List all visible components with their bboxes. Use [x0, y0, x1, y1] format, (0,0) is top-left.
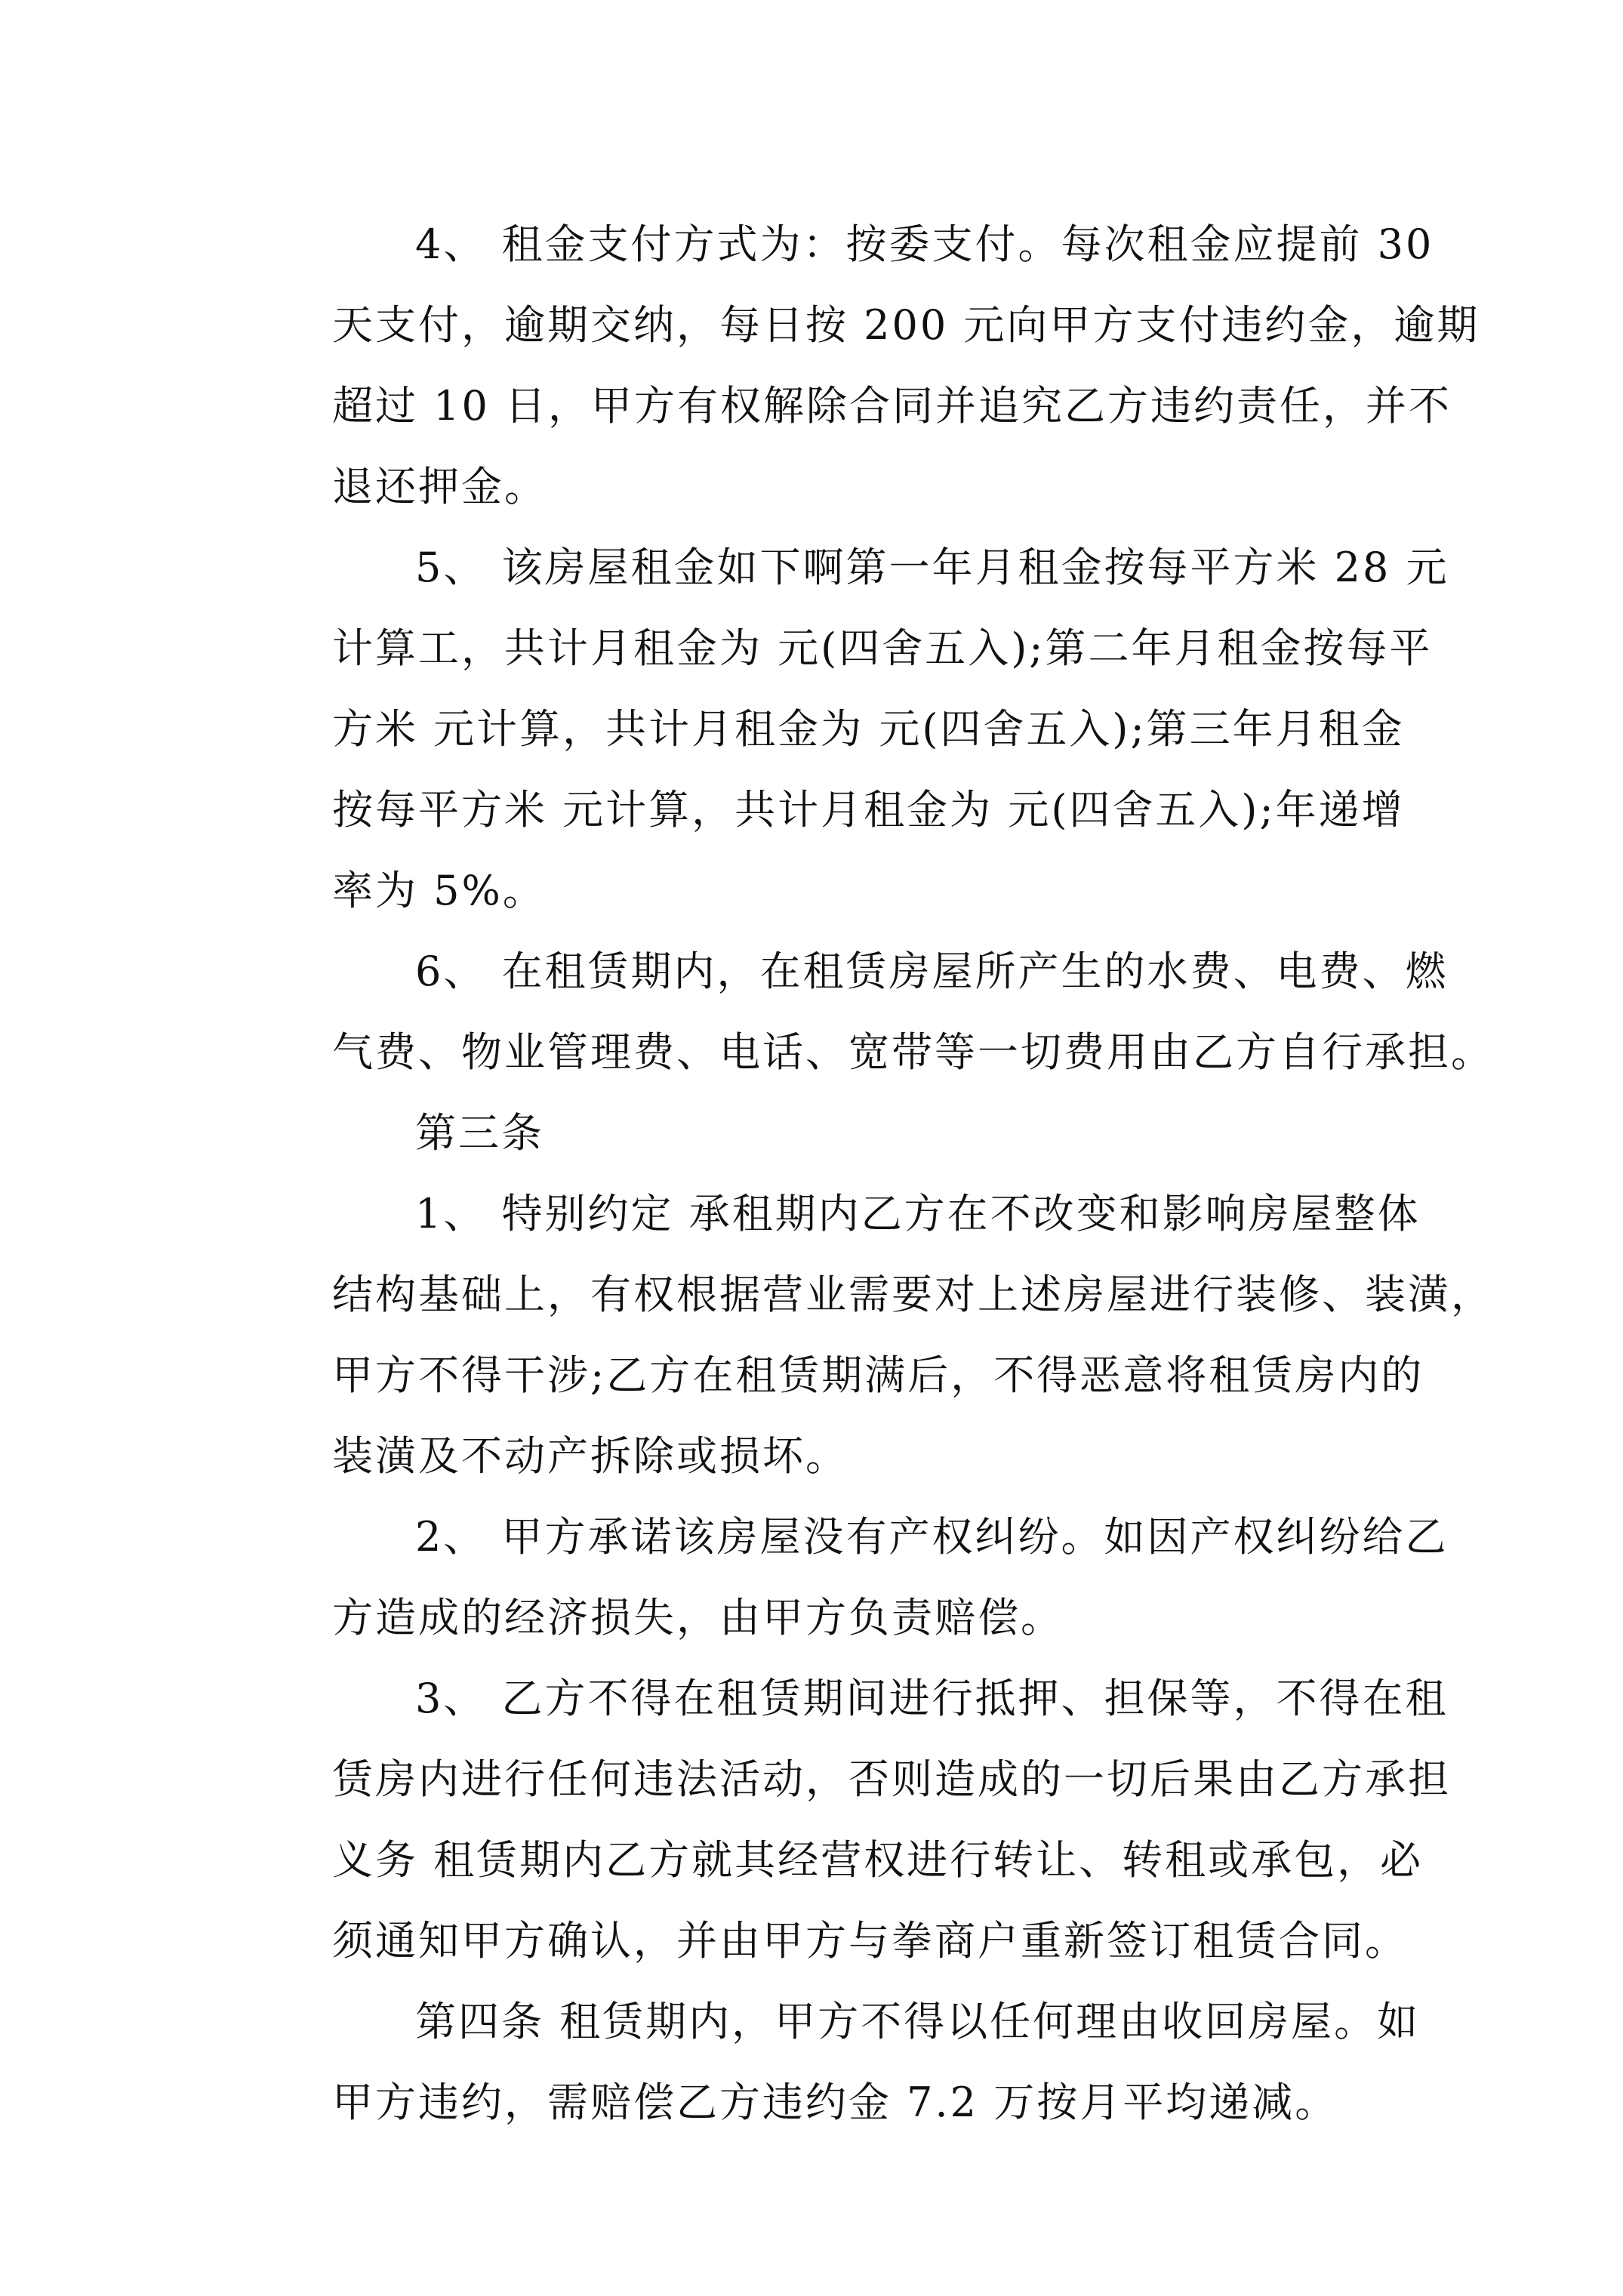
text-line: 计算工，共计月租金为 元(四舍五入);第二年月租金按每平 — [332, 624, 1433, 672]
text-line: 率为 5%。 — [332, 867, 546, 914]
text-line: 超过 10 日，甲方有权解除合同并追究乙方违约责任，并不 — [332, 382, 1452, 430]
text-line: 结构基础上，有权根据营业需要对上述房屋进行装修、装潢， — [332, 1271, 1494, 1318]
text-line: 甲方违约，需赔偿乙方违约金 7.2 万按月平均递减。 — [332, 2079, 1338, 2126]
text-line: 气费、物业管理费、电话、宽带等一切费用由乙方自行承担。 — [332, 1028, 1494, 1076]
text-line: 方米 元计算，共计月租金为 元(四舍五入);第三年月租金 — [332, 705, 1405, 753]
text-line: 按每平方米 元计算，共计月租金为 元(四舍五入);年递增 — [332, 786, 1405, 834]
text-line: 须通知甲方确认，并由甲方与拳商户重新签订租赁合同。 — [332, 1917, 1408, 1965]
clause-6-paragraph — [249, 931, 1494, 1093]
text-line: 天支付，逾期交纳，每日按 200 元向甲方支付违约金，逾期 — [332, 301, 1480, 349]
text-line: 甲方不得干涉;乙方在租赁期满后，不得恶意将租赁房内的 — [332, 1351, 1424, 1399]
text-line: 义务 租赁期内乙方就其经营权进行转让、转租或承包，必 — [332, 1836, 1424, 1884]
text-line: 2、 甲方承诺该房屋没有产权纠纷。如因产权纠纷给乙 — [415, 1513, 1449, 1561]
text-line: 赁房内进行任何违法活动，否则造成的一切后果由乙方承担 — [332, 1755, 1451, 1803]
article-3-clause-1-paragraph — [249, 1173, 1494, 1496]
text-line: 第四条 租赁期内，甲方不得以任何理由收回房屋。如 — [415, 1998, 1421, 2045]
text-line: 装潢及不动产拆除或损坏。 — [332, 1432, 848, 1480]
article-4-paragraph — [249, 1981, 1421, 2143]
text-line: 6、 在租赁期内，在租赁房屋所产生的水费、电费、燃 — [415, 948, 1449, 995]
text-line: 4、 租金支付方式为：按委支付。每次租金应提前 30 — [415, 220, 1434, 268]
article-3-heading — [249, 1093, 1389, 1173]
text-line: 3、 乙方不得在租赁期间进行抵押、担保等，不得在租 — [415, 1675, 1449, 1722]
clause-5-paragraph — [249, 527, 1449, 931]
text-line: 方造成的经济损失，由甲方负责赔偿。 — [332, 1594, 1064, 1641]
text-line: 第三条 — [415, 1109, 544, 1157]
text-line: 5、 该房屋租金如下啊第一年月租金按每平方米 28 元 — [415, 544, 1449, 591]
text-line: 1、 特别约定 承租期内乙方在不改变和影响房屋整体 — [415, 1190, 1421, 1237]
clause-4-paragraph — [249, 204, 1480, 527]
article-3-clause-2-paragraph — [249, 1496, 1449, 1658]
document-body — [249, 204, 1494, 2143]
article-3-clause-3-paragraph — [249, 1658, 1451, 1981]
text-line: 退还押金。 — [332, 463, 547, 510]
